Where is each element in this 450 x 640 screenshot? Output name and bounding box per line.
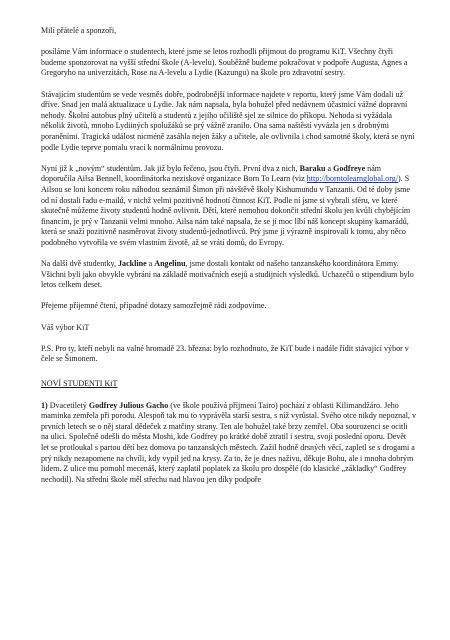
signature: Váš výbor KiT [41,322,90,332]
greeting: Milí přátelé a sponzoři, [41,26,117,35]
student-name-baraka: Baraku [299,163,326,173]
p4-text-b: , jsme dostali kontakt od našeho tanzanského koordinátora Emmy. Všichni byli jako obvykle vybráni na základě motivačních esejů a studijních výsledků. Uchazečů o stipendium bylo letos celkem deset. [41,259,414,290]
letter-page [41,26,416,496]
p3-and: a [325,163,334,173]
student-1-paragraph [41,401,416,486]
new-students-paragraph [41,164,416,249]
p4-text-a: Na další dvě studentky, [41,259,119,269]
student-name-godfrey: Godfreye [333,163,366,173]
intro-paragraph: posíláme Vám informace o studentech, které jsme se letos rozhodli přijmout do programu KiT. Všechny čtyři budeme sponzorovat na vyšší střední škole (A-levelu). Souběžně budeme pokračovat v podpoře Augusta, Agnes a Gregoryho na univerzitách, Rose na A-levelu a Lydie (Kazungu) na škole pro zdravotní sestry. [41,47,408,78]
student-1-text-a: Dvacetiletý [47,400,89,410]
born-to-learn-link[interactable]: http://borntolearnglobal.org/ [306,174,398,184]
student-1-name: Godfrey Julious Gacho [88,400,169,410]
p3-text-c: ). S Ailsou se loni koncem roku náhodou seznámil Šimon při návštěvě školy Kishumundu v Tanzanii. Od té doby jsme od ní dostali řadu e-mailů, v nichž velmi pozitivně hodnotí činnost KiT. Podle ní jsme si vybrali sféru, ve které skutečně můžeme životy studentů hodně ovlivnit. Dětí, které nemohou dokončit střední školu jen kvůli chybějícím financím, je prý v Tanzanii velmi mnoho. Ailsa nám také napsala, že se jí moc líbí náš koncept skupiny kamarádů, která se snaží pozitivně nasměrovat životy studentů-jednotlivců. Prý jsme jí výrazně inspirovali k tomu, aby něco podobného vytvořila ve svém vlastním životě, až se vrátí domů, do Evropy. [41,174,411,247]
closing-line: Přejeme příjemné čtení, případné dotazy samozřejmě rádi zodpovíme. [41,301,267,311]
postscript: P.S. Pro ty, kteří nebyli na valné hromadě 23. března: bylo rozhodnuto, že KiT bude i nadále řídit stávající výbor v čele se Šimonem. [41,343,409,364]
p3-text-b: nám doporučila Ailsa Bennell, koordinátorka neziskové organizace Born To Learn (viz [41,163,382,184]
p4-and: a [146,259,155,269]
student-1-number: 1) [41,400,48,410]
student-name-angelina: Angelinu [154,259,186,269]
student-name-jackline: Jackline [118,259,147,269]
p3-text-a: Nyní již k „novým“ studentům. Jak již bylo řečeno, jsou čtyři. První dva z nich, [41,163,300,173]
students-paragraph-2 [41,259,416,291]
section-heading-new-students: NOVÍ STUDENTI KiT [41,379,118,388]
accident-paragraph: Stávajícím studentům se vede vesměs dobře, podrobnější informace najdete v reportu, který jsme Vám dodali už dříve. Snad jen malá aktualizace u Lydie. Jak nám napsala, byla bohužel před nedávnem účastnicí vážné dopravní nehody. Školní autobus plný učitelů a studentů z jejího učiliště sjel ze silnice do příkopu. Nehoda si vyžádala několik životů, mnoho Lydiiných spolužáků se prý vážně zranilo. Ona sama naštěstí vyvázla jen s drobnými poraněními. Tragická událost nicméně zasáhla nejen žáky a učitele, ale ovlivnila i chod samotné školy, která se nyní podle Lydie teprve pomalu vrací k normálnímu provozu. [41,89,415,152]
student-1-text-b: (ve škole používá příjmení Tairo) pochází z oblasti Kilimandžáro. Jeho maminka zemřela při porodu. Alespoň tak mu to vyprávěla starší sestra, s níž vyrůstal. Svého otce nikdy nepoznal, v prvních letech se o něj staral dědeček z matčiny strany. Ten ale bohužel také brzy zemřel. Oba sourozenci se ocitli na ulici. Společně odešli do města Moshi, kde Godfrey po krátké době ztratil i sestru, svoji poslední oporu. Devět let se protloukal s partou dětí bez domova po tanzanských městech. Zažil hodně drsných věcí, zapletl se s drogami a prý nikdy nezapomene na chvíli, kdy vypil jed na krysy. Za to, že je dnes naživu, děkuje Bohu, ale i mnoha dobrým lidem. Z ulice mu pomohl mecenáš, který zaplatil poplatek za školu pro dospělé (do klasické „základky“ Godfrey nechodil). Na střední škole měl střechu nad hlavou jen díky podpoře [41,400,416,484]
